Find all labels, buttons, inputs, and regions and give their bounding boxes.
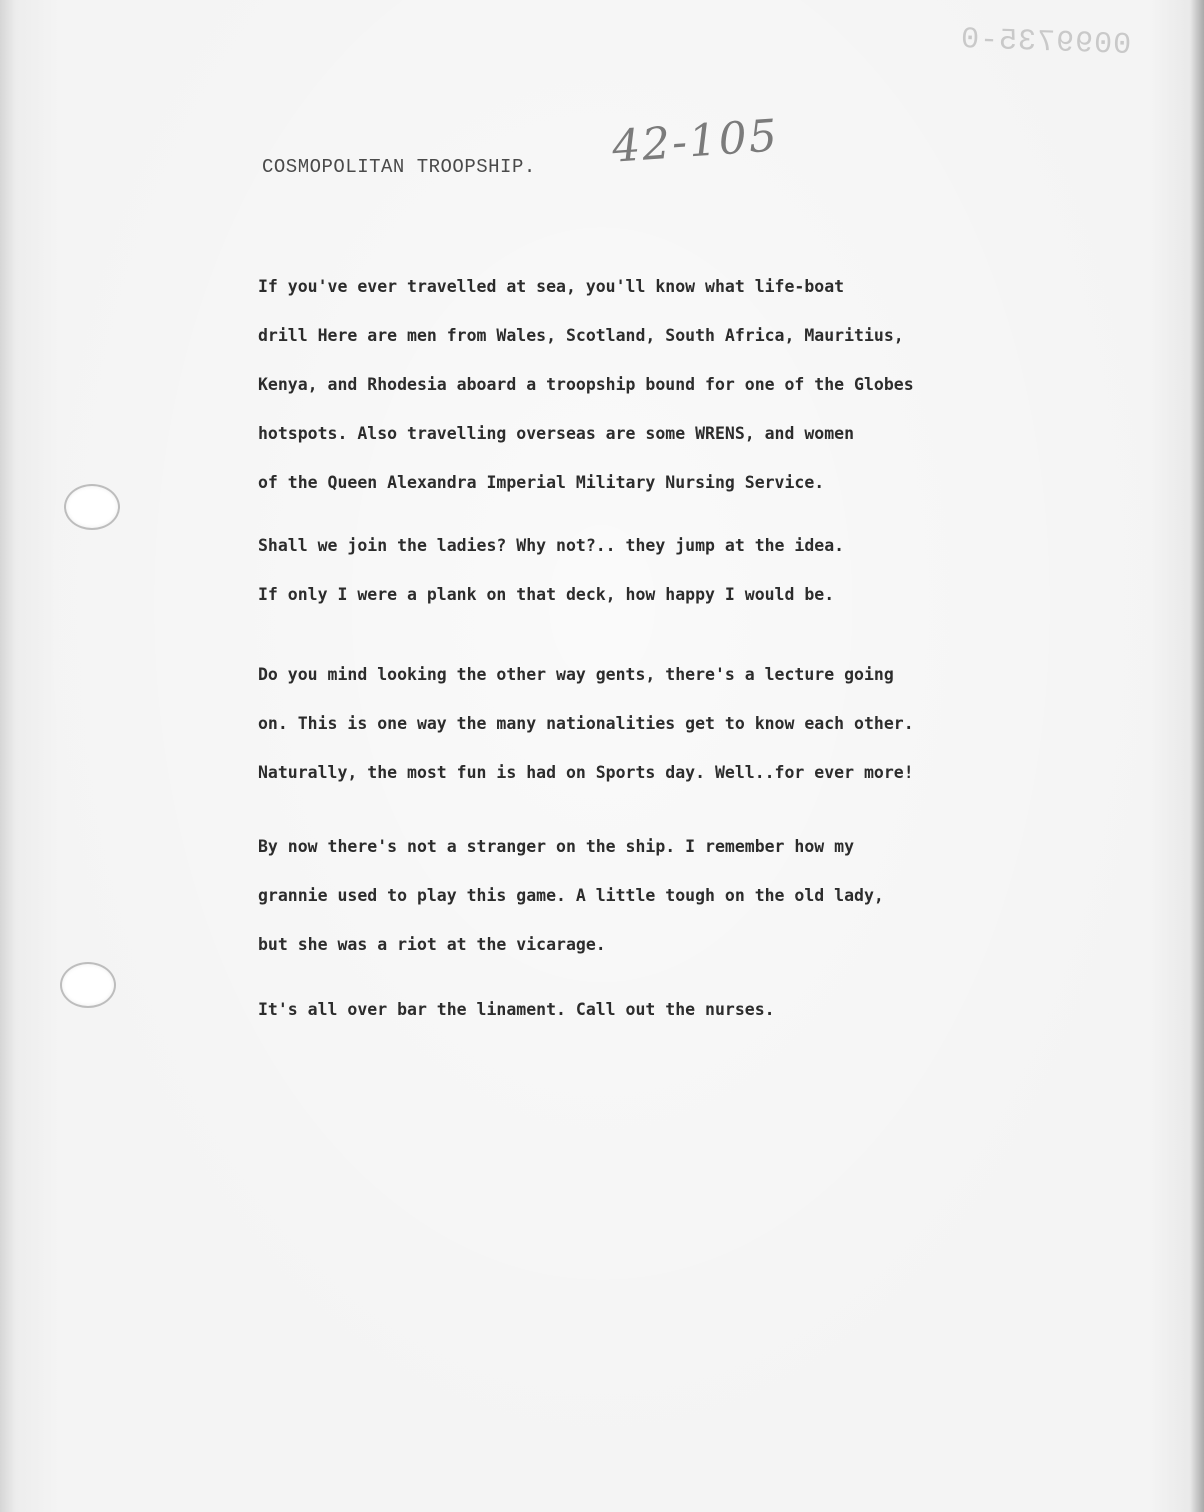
paragraph-1 [258,262,914,507]
text-line: Kenya, and Rhodesia aboard a troopship bound for one of the Globes [258,375,914,394]
handwritten-reference-number: 42-105 [610,110,781,173]
text-line: By now there's not a stranger on the ship. I remember how my [258,837,855,856]
text-line: drill Here are men from Wales, Scotland, South Africa, Mauritius, [258,326,904,345]
text-line: If only I were a plank on that deck, how happy I would be. [258,585,835,604]
text-line: hotspots. Also travelling overseas are some WRENS, and women [258,424,855,443]
paragraph-3 [258,650,914,797]
punch-hole-bottom [62,964,114,1006]
text-line: Naturally, the most fun is had on Sports day. Well..for ever more! [258,763,914,782]
paragraph-4 [258,822,884,969]
page-edge-shadow [1190,0,1204,1512]
punch-hole-top [66,486,118,528]
paragraph-5 [258,985,775,1034]
text-line: on. This is one way the many nationalities get to know each other. [258,714,914,733]
archive-stamp: 0099735-0 [959,23,1132,63]
text-line: but she was a riot at the vicarage. [258,935,606,954]
paragraph-2 [258,521,844,619]
document-title: COSMOPOLITAN TROOPSHIP. [262,156,536,178]
text-line: of the Queen Alexandra Imperial Military Nursing Service. [258,473,825,492]
text-line: If you've ever travelled at sea, you'll know what life-boat [258,277,845,296]
text-line: grannie used to play this game. A little tough on the old lady, [258,886,884,905]
text-line: It's all over bar the linament. Call out the nurses. [258,1000,775,1019]
text-line: Do you mind looking the other way gents, there's a lecture going [258,665,894,684]
text-line: Shall we join the ladies? Why not?.. they jump at the idea. [258,536,845,555]
